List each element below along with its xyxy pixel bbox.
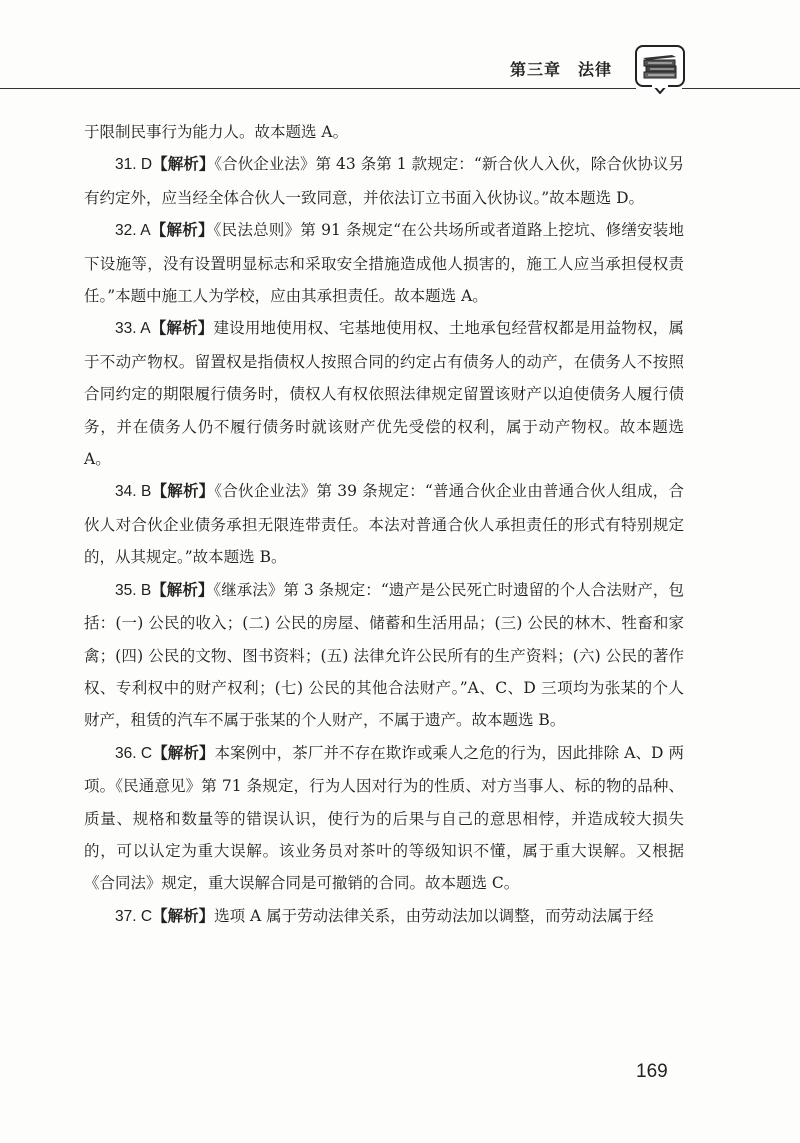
analysis-tag: 【解析】 [150,319,214,338]
question-number: 34. B [115,483,152,501]
paragraph-text: 选项 A 属于劳动法律关系，由劳动法加以调整，而劳动法属于经 [214,906,654,925]
header-rule-right [682,88,800,89]
analysis-tag: 【解析】 [152,906,215,925]
paragraph-text: 于限制民事行为能力人。故本题选 A。 [84,123,349,141]
paragraph-text: 《合伙企业法》第 39 条规定：“普通合伙企业由普通合伙人组成，合伙人对合伙企业债务承担无限连带责任。本法对普通合伙人承担责任的形式有特别规定的，从其规定。”故本题选 B。 [84,482,684,567]
analysis-tag: 【解析】 [151,580,214,599]
paragraph-text: 建设用地使用权、宅基地使用权、土地承包经营权都是用益物权，属于不动产物权。留置权是指债权人按照合同的约定占有债务人的动产，在债务人不按照合同约定的期限履行债务时，债权人有权依照法律规定留置该财产以迫使债务人履行债务，并在债务人仍不履行债务时就该财产优先受偿的权利，属于动产物权。故本题选 A。 [84,319,684,469]
question-number: 31. D [115,156,153,174]
analysis-tag: 【解析】 [151,482,215,501]
answer-item [84,214,684,312]
paragraph-text: 《继承法》第 3 条规定：“遗产是公民死亡时遗留的个人合法财产，包括：(一) 公民的收入；(二) 公民的房屋、储蓄和生活用品；(三) 公民的林木、牲畜和家禽；(四) 公民的文物、图书资料；(五) 法律允许公民所有的生产资料；(六) 公民的著作权、专利权中的财产权利；(七) 公民的其他合法财产。”A、C、D 三项均为张某的个人财产，租赁的汽车不属于张某的个人财产，不属于遗产。故本题选 B。 [84,580,684,730]
answer-item [84,737,684,900]
answer-item [84,574,684,737]
analysis-tag: 【解析】 [152,155,215,174]
answer-explanations [84,116,684,933]
analysis-tag: 【解析】 [150,221,214,240]
answer-item [84,148,684,214]
header-rule-left [0,88,636,89]
analysis-tag: 【解析】 [152,743,215,762]
page-header [0,0,800,100]
answer-item [84,475,684,573]
question-number: 32. A [115,222,151,240]
paragraph-text: 本案例中，茶厂并不存在欺诈或乘人之危的行为，因此排除 A、D 两项。《民通意见》第 71 条规定，行为人因对行为的性质、对方当事人、标的物的品种、质量、规格和数量等的错误认识，使行为的后果与自己的意思相悖，并造成较大损失的，可以认定为重大误解。该业务员对茶叶的等级知识不懂，属于重大误解。又根据《合同法》规定，重大误解合同是可撤销的合同。故本题选 C。 [84,743,684,893]
question-number: 36. C [115,744,153,762]
question-number: 33. A [115,320,151,338]
book-stack-icon [634,44,686,94]
question-number: 35. B [115,581,152,599]
answer-item [84,312,684,475]
paragraph [84,116,684,148]
page-number: 169 [636,1061,668,1082]
chapter-title: 第三章 法律 [510,60,613,79]
answer-item [84,900,684,933]
question-number: 37. C [115,907,153,925]
paragraph-text: 《合伙企业法》第 43 条第 1 款规定：“新合伙人入伙，除合伙协议另有约定外，应当经全体合伙人一致同意，并依法订立书面入伙协议。”故本题选 D。 [84,155,684,207]
paragraph-text: 《民法总则》第 91 条规定“在公共场所或者道路上挖坑、修缮安装地下设施等，没有设置明显标志和采取安全措施造成他人损害的，施工人应当承担侵权责任。”本题中施工人为学校，应由其承担责任。故本题选 A。 [84,221,684,306]
